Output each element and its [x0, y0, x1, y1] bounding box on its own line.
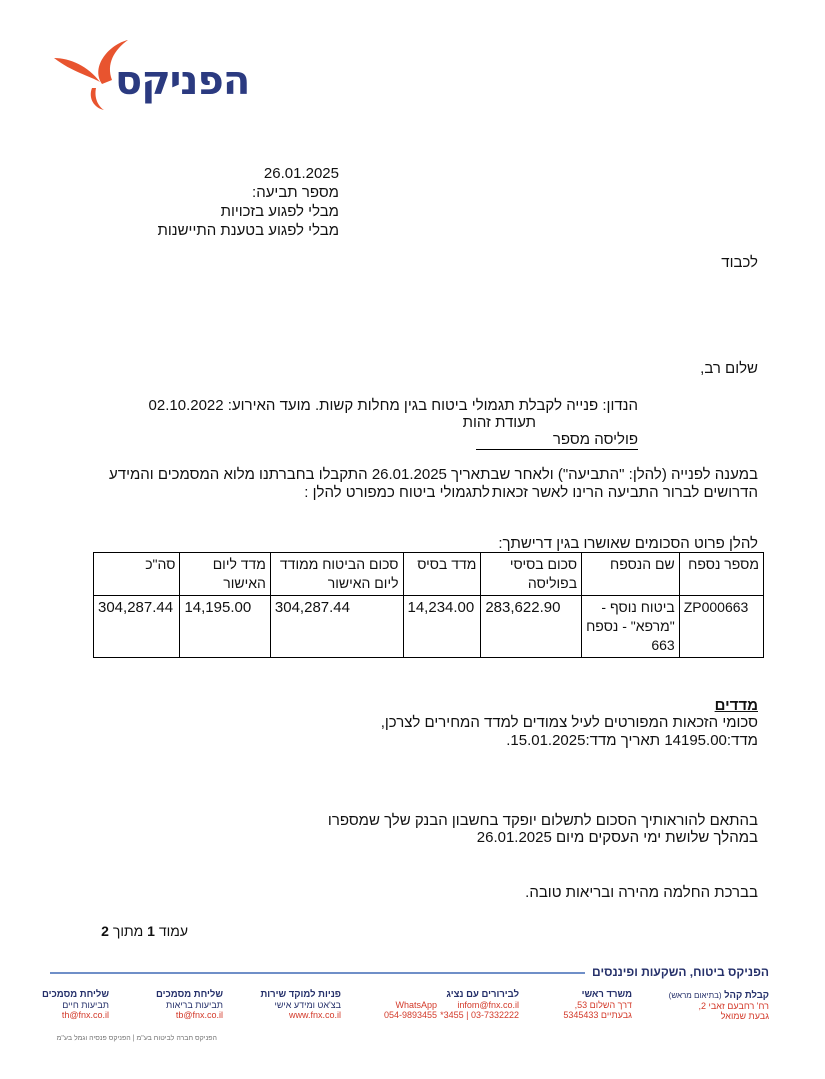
- col-header: מדד בסיס: [403, 553, 481, 596]
- cell-total: 304,287.44: [94, 596, 180, 658]
- indices-line-1: סכומי הזכאות המפורטים לעיל צמודים למדד המחירים לצרכן,: [380, 714, 758, 731]
- table-intro: להלן פרוט הסכומים שאושרו בגין דרישתך:: [498, 535, 758, 552]
- payment-line-2: במהלך שלושת ימי העסקים מיום 26.01.2025: [476, 829, 758, 846]
- footer-col-head-office: משרד ראשי דרך השלום 53, גבעתיים 5345433: [563, 989, 632, 1020]
- cell-base-amount: 283,622.90: [481, 596, 582, 658]
- indices-title: מדדים: [714, 697, 758, 714]
- footer-col-health-claims: שליחת מסמכים תביעות בריאות tb@fnx.co.il: [156, 989, 223, 1020]
- policy-label: פוליסה מספר: [476, 430, 638, 450]
- table-header-row: [94, 553, 764, 596]
- closing-line: בברכת החלמה מהירה ובריאות טובה.: [525, 884, 758, 901]
- footer-col-reception: קבלת קהל (בתיאום מראש) רח' רחבעם זאבי 2, גבעת שמואל: [668, 990, 769, 1021]
- col-header: שם הנספח: [582, 553, 680, 596]
- footer-legal: הפניקס חברה לביטוח בע"מ | הפניקס פנסיה וגמל בע"מ: [56, 1035, 217, 1042]
- cell-rider-name: ביטוח נוסף - "מרפא" - נספח 663: [582, 596, 680, 658]
- subject-line: הנדון: פנייה לקבלת תגמולי ביטוח בגין מחלות קשות. מועד האירוע: 02.10.2022: [148, 397, 638, 414]
- table-row: [94, 596, 764, 658]
- footer-col-service: פניות למוקד שירות בצ'אט ומידע אישי www.fnx.co.il: [260, 989, 341, 1020]
- no-prejudice-limitation: מבלי לפגוע בטענת התיישנות: [157, 222, 339, 239]
- cell-approval-index: 14,195.00: [180, 596, 270, 658]
- cell-indexed-amount: 304,287.44: [270, 596, 403, 658]
- logo-text: הפניקס: [115, 58, 250, 104]
- footer-divider: [50, 972, 585, 974]
- col-header: סכום הביטוח ממודד ליום האישור: [270, 553, 403, 596]
- letter-date: 26.01.2025: [263, 165, 339, 182]
- paragraph-line-1: במענה לפנייה (להלן: "התביעה") ולאחר שבתאריך 26.01.2025 התקבלו בחברתנו מלוא המסמכים והמידע: [109, 466, 758, 483]
- recipient-label: לכבוד: [721, 254, 758, 271]
- col-header: מספר נספח: [679, 553, 763, 596]
- col-header: מדד ליום האישור: [180, 553, 270, 596]
- footer-col-whatsapp: WhatsApp 054-9893455: [383, 1000, 437, 1020]
- col-header: סכום בסיסי בפוליסה: [481, 553, 582, 596]
- claim-number-label: מספר תביעה:: [252, 184, 339, 201]
- indices-line-2: מדד:14195.00 תאריך מדד:15.01.2025.: [506, 732, 758, 749]
- id-label: תעודת זהות: [462, 414, 536, 431]
- page-number: עמוד 1 מתוך 2: [101, 923, 188, 939]
- payment-line-1: בהתאם להוראותיך הסכום לתשלום יופקד בחשבון הבנק שלך שמספרו: [327, 812, 758, 829]
- col-header: סה"כ: [94, 553, 180, 596]
- footer-company-name: הפניקס ביטוח, השקעות ופיננסים: [592, 965, 769, 979]
- benefits-table: [93, 552, 764, 658]
- paragraph-line-2b: לתגמולי ביטוח כמפורט להלן :: [304, 484, 490, 501]
- cell-base-index: 14,234.00: [403, 596, 481, 658]
- greeting: שלום רב,: [700, 360, 758, 377]
- header-block: [79, 164, 339, 240]
- paragraph-line-2a: הדרושים לברור התביעה הרינו לאשר זכאות: [491, 484, 758, 501]
- cell-rider-number: ZP000663: [679, 596, 763, 658]
- footer-col-life-claims: שליחת מסמכים תביעות חיים th@fnx.co.il: [42, 989, 109, 1020]
- no-prejudice-rights: מבלי לפגוע בזכויות: [220, 203, 339, 220]
- footer-col-inquiries: לבירורים עם נציג infom@fnx.co.il *3455 | 03-7332222: [440, 989, 519, 1020]
